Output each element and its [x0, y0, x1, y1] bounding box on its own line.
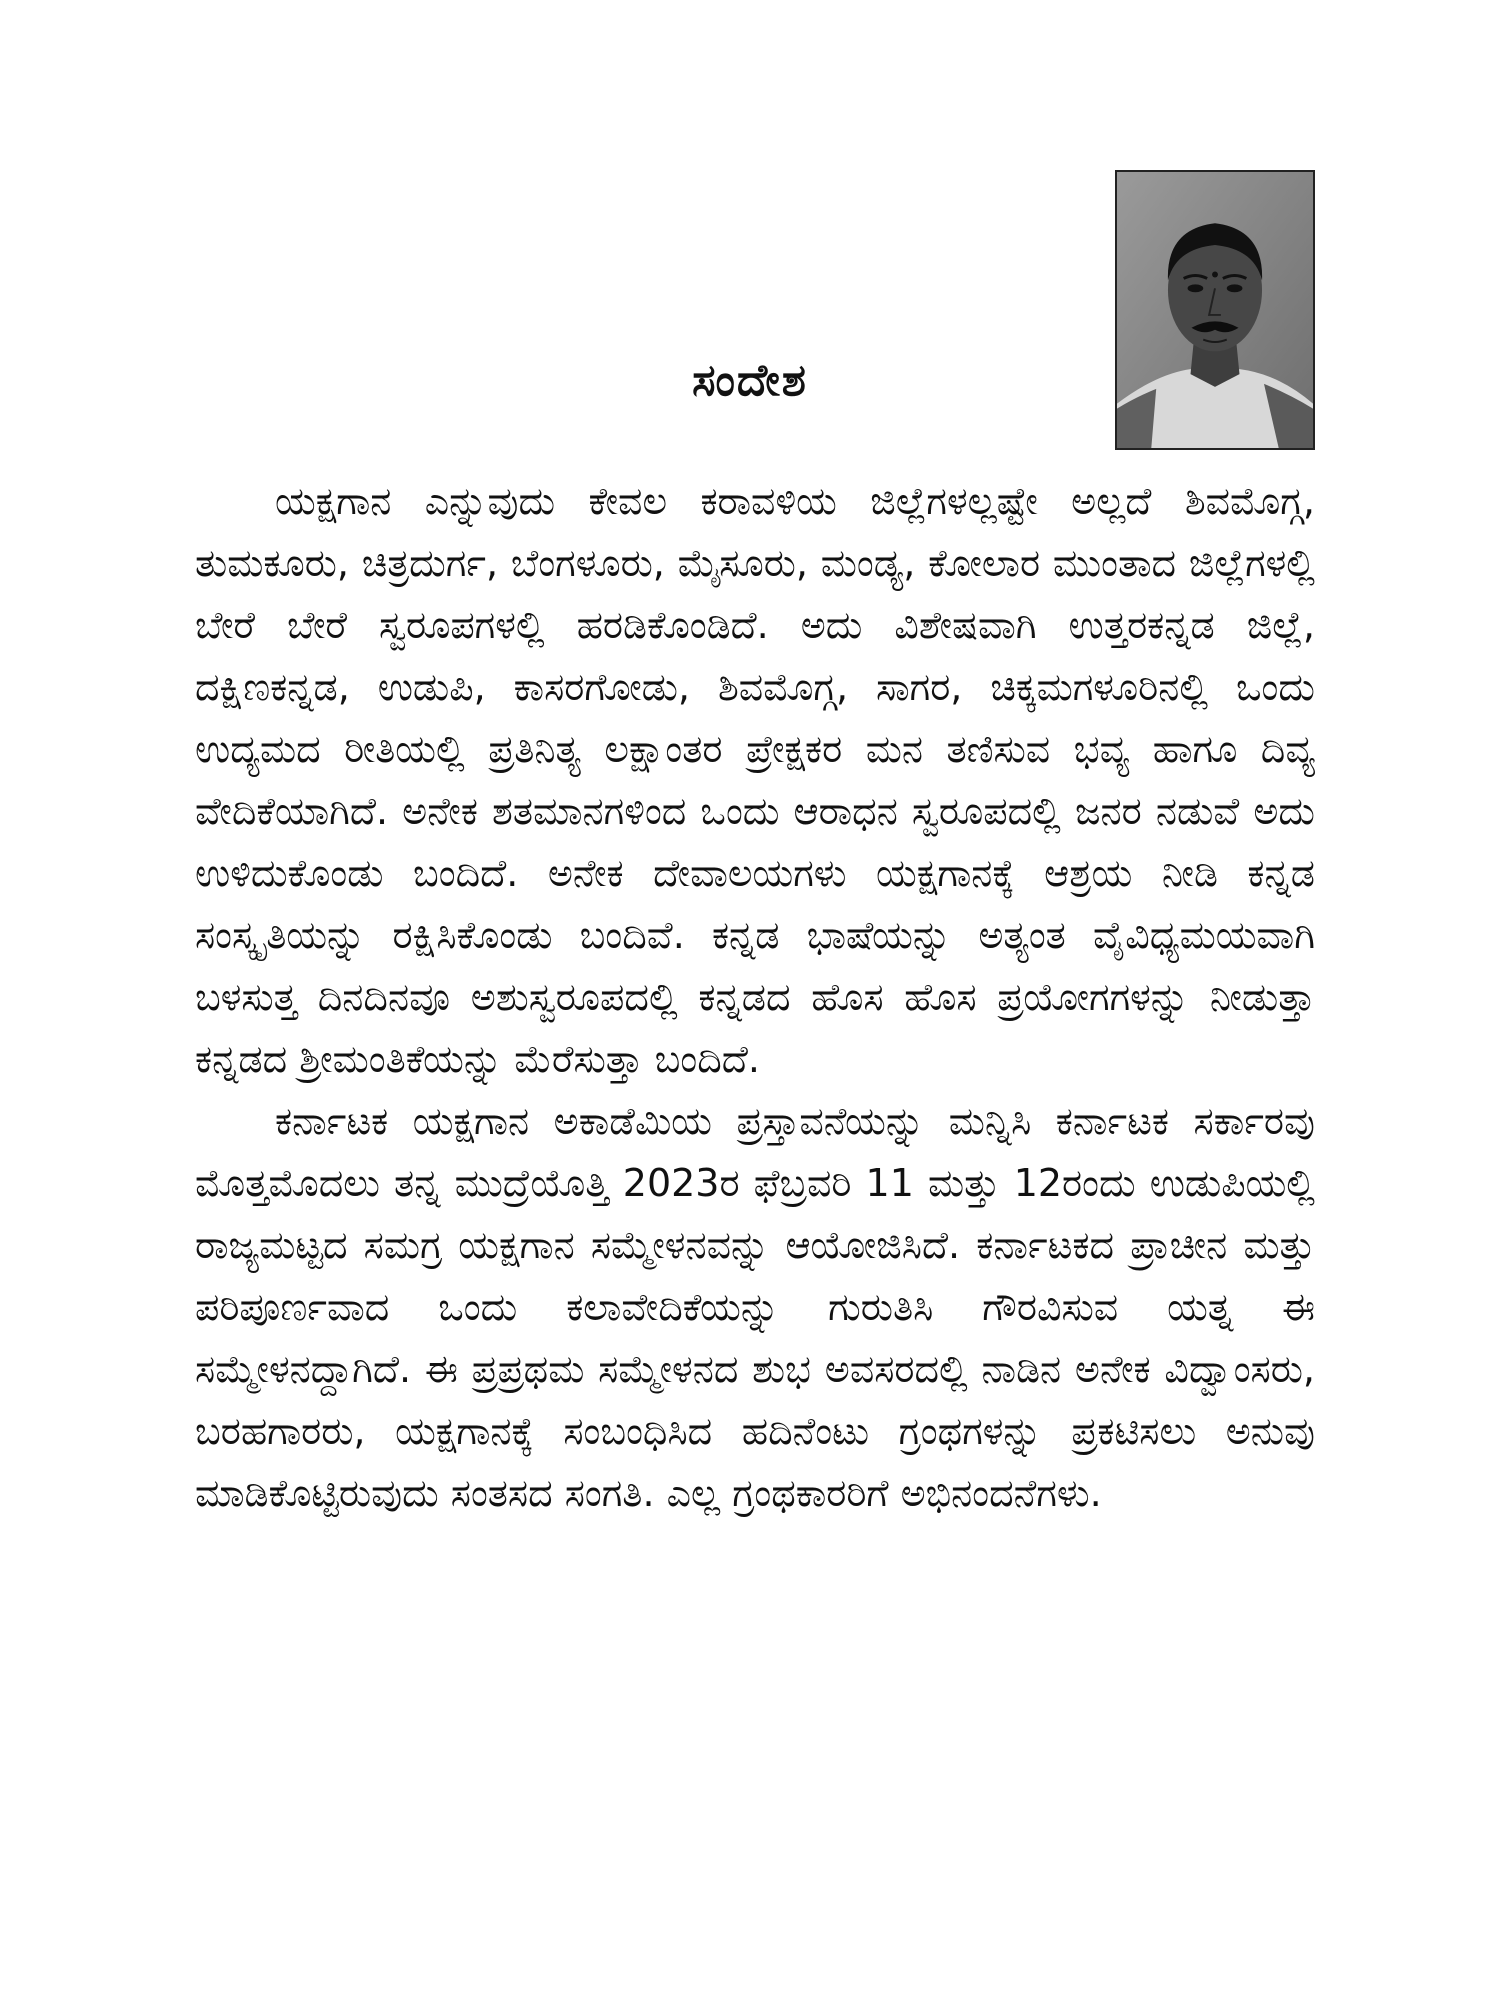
paragraph-2: ಕರ್ನಾಟಕ ಯಕ್ಷಗಾನ ಅಕಾಡೆಮಿಯ ಪ್ರಸ್ತಾವನೆಯನ್ನು ಮನ್ನಿಸಿ ಕರ್ನಾಟಕ ಸರ್ಕಾರವು ಮೊತ್ತಮೊದಲು ತನ್ನ ಮುದ್ರೆಯೊತ್ತಿ 2023ರ ಫೆಬ್ರವರಿ 11 ಮತ್ತು 12ರಂದು ಉಡುಪಿಯಲ್ಲಿ ರಾಜ್ಯಮಟ್ಟದ ಸಮಗ್ರ ಯಕ್ಷಗಾನ ಸಮ್ಮೇಳನವನ್ನು ಆಯೋಜಿಸಿದೆ. ಕರ್ನಾಟಕದ ಪ್ರಾಚೀನ ಮತ್ತು ಪರಿಪೂರ್ಣವಾದ ಒಂದು ಕಲಾವೇದಿಕೆಯನ್ನು ಗುರುತಿಸಿ ಗೌರವಿಸುವ ಯತ್ನ ಈ ಸಮ್ಮೇಳನದ್ದಾಗಿದೆ. ಈ ಪ್ರಪ್ರಥಮ ಸಮ್ಮೇಳನದ ಶುಭ ಅವಸರದಲ್ಲಿ ನಾಡಿನ ಅನೇಕ ವಿದ್ವಾಂಸರು, ಬರಹಗಾರರು, ಯಕ್ಷಗಾನಕ್ಕೆ ಸಂಬಂಧಿಸಿದ ಹದಿನೆಂಟು ಗ್ರಂಥಗಳನ್ನು ಪ್ರಕಟಿಸಲು ಅನುವು ಮಾಡಿಕೊಟ್ಟಿರುವುದು ಸಂತಸದ ಸಂಗತಿ. ಎಲ್ಲ ಗ್ರಂಥಕಾರರಿಗೆ ಅಭಿನಂದನೆಗಳು. — [195, 1099, 1315, 1515]
page-title: ಸಂದೇಶ — [692, 355, 808, 406]
portrait-image — [1117, 172, 1313, 448]
message-body — [195, 470, 1315, 1524]
paragraph-1: ಯಕ್ಷಗಾನ ಎನ್ನುವುದು ಕೇವಲ ಕರಾವಳಿಯ ಜಿಲ್ಲೆಗಳಲ್ಲಷ್ಟೇ ಅಲ್ಲದೆ ಶಿವಮೊಗ್ಗ, ತುಮಕೂರು, ಚಿತ್ರದುರ್ಗ, ಬೆಂಗಳೂರು, ಮೈಸೂರು, ಮಂಡ್ಯ, ಕೋಲಾರ ಮುಂತಾದ ಜಿಲ್ಲೆಗಳಲ್ಲಿ ಬೇರೆ ಬೇರೆ ಸ್ವರೂಪಗಳಲ್ಲಿ ಹರಡಿಕೊಂಡಿದೆ. ಅದು ವಿಶೇಷವಾಗಿ ಉತ್ತರಕನ್ನಡ ಜಿಲ್ಲೆ, ದಕ್ಷಿಣಕನ್ನಡ, ಉಡುಪಿ, ಕಾಸರಗೋಡು, ಶಿವಮೊಗ್ಗ, ಸಾಗರ, ಚಿಕ್ಕಮಗಳೂರಿನಲ್ಲಿ ಒಂದು ಉದ್ಯಮದ ರೀತಿಯಲ್ಲಿ ಪ್ರತಿನಿತ್ಯ ಲಕ್ಷಾಂತರ ಪ್ರೇಕ್ಷಕರ ಮನ ತಣಿಸುವ ಭವ್ಯ ಹಾಗೂ ದಿವ್ಯ ವೇದಿಕೆಯಾಗಿದೆ. ಅನೇಕ ಶತಮಾನಗಳಿಂದ ಒಂದು ಆರಾಧನ ಸ್ವರೂಪದಲ್ಲಿ ಜನರ ನಡುವೆ ಅದು ಉಳಿದುಕೊಂಡು ಬಂದಿದೆ. ಅನೇಕ ದೇವಾಲಯಗಳು ಯಕ್ಷಗಾನಕ್ಕೆ ಆಶ್ರಯ ನೀಡಿ ಕನ್ನಡ ಸಂಸ್ಕೃತಿಯನ್ನು ರಕ್ಷಿಸಿಕೊಂಡು ಬಂದಿವೆ. ಕನ್ನಡ ಭಾಷೆಯನ್ನು ಅತ್ಯಂತ ವೈವಿಧ್ಯಮಯವಾಗಿ ಬಳಸುತ್ತ ದಿನದಿನವೂ ಅಶುಸ್ವರೂಪದಲ್ಲಿ ಕನ್ನಡದ ಹೊಸ ಹೊಸ ಪ್ರಯೋಗಗಳನ್ನು ನೀಡುತ್ತಾ ಕನ್ನಡದ ಶ್ರೀಮಂತಿಕೆಯನ್ನು ಮೆರೆಸುತ್ತಾ ಬಂದಿದೆ. — [195, 479, 1315, 1081]
portrait-photo — [1115, 170, 1315, 450]
